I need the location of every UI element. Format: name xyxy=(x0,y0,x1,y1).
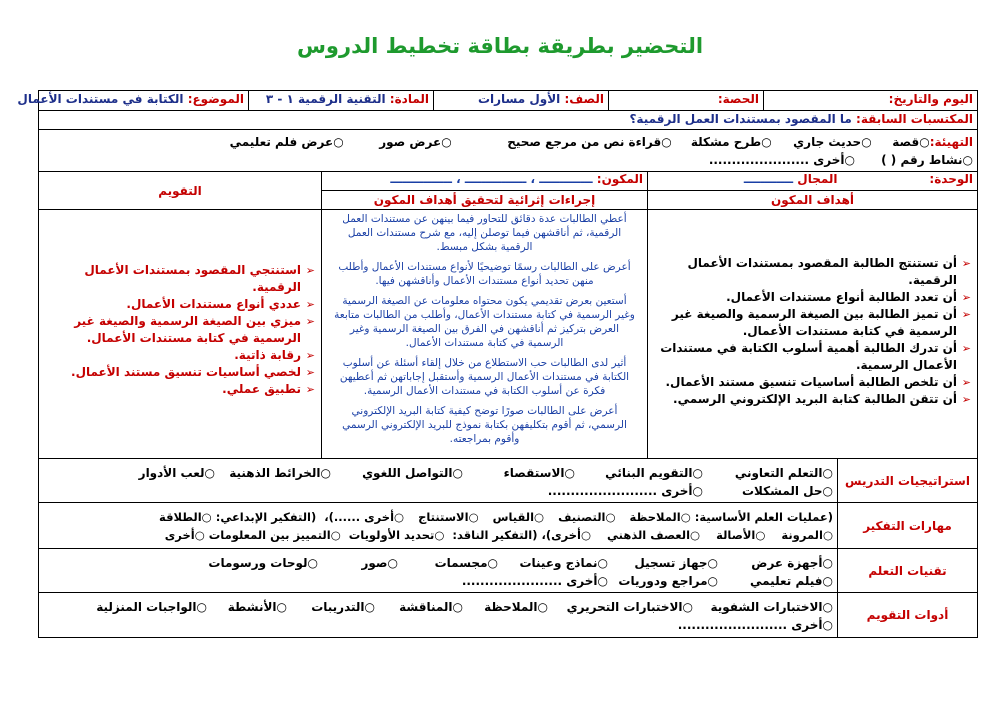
thinking-row xyxy=(39,503,977,549)
tech-option[interactable]: ○نماذج وعينات xyxy=(519,555,608,570)
intro-option[interactable]: ○عرض صور xyxy=(379,134,452,149)
assessment-row xyxy=(39,593,977,637)
thinking-option[interactable]: ○الاستنتاج xyxy=(418,509,479,524)
tech-option[interactable]: ○جهاز تسجيل xyxy=(634,555,718,570)
content-row xyxy=(39,210,977,459)
evaluation-item: ➢ استنتجي المقصود بمستندات الأعمال الرقمية. xyxy=(84,263,315,294)
strategy-option[interactable]: ○الخرائط الذهنية xyxy=(229,465,331,480)
tech-option[interactable]: ○فيلم تعليمي xyxy=(750,574,833,588)
strategy-option[interactable]: ○الاستقصاء xyxy=(503,465,575,480)
prior-knowledge-row xyxy=(39,111,977,130)
goal-item: ➢ أن تتقن الطالبة كتابة البريد الإلكتروني الرسمي. xyxy=(673,392,971,406)
thinking-group: (التفكير الإبداعي: xyxy=(215,509,317,524)
intro-option[interactable]: ○نشاط رقم ( ) xyxy=(881,153,973,167)
strategy-option[interactable]: ○حل المشكلات xyxy=(741,484,833,498)
strategy-option[interactable]: ○لعب الأدوار xyxy=(138,465,215,480)
intro-label: التهيئة: xyxy=(929,134,973,149)
thinking-option[interactable]: ○أخرى ......)، xyxy=(324,509,405,524)
assessment-option[interactable]: ○الاختبارات التحريري xyxy=(566,599,693,614)
component-label: المكون: xyxy=(596,172,643,186)
assessment-option[interactable]: ○الأنشطة xyxy=(227,599,287,614)
thinking-option[interactable]: ○المرونة xyxy=(781,528,833,542)
assessment-option[interactable]: ○الواجبات المنزلية xyxy=(96,599,207,614)
procedure-item: أعرض على الطالبات صورًا توضح كيفية كتابة البريد الإلكتروني الرسمي، ثم أقوم بتكليفهن بكتابة نموذج للبريد الإلكتروني الرسمي وأقوم بمراجعته. xyxy=(342,405,627,445)
intro-option[interactable]: ○طرح مشكلة xyxy=(690,134,772,149)
day-date-cell: اليوم والتاريخ: xyxy=(763,91,977,110)
evaluation-item: ➢ تطبيق عملي. xyxy=(222,382,315,396)
assessment-option[interactable]: ○المناقشة xyxy=(399,599,463,614)
lesson-plan-table xyxy=(17,90,978,638)
procedure-item: أعرض على الطالبات رسمًا توضيحيًا لأنواع مستندات الأعمال وأطلب منهن تحديد أنواع مستندات الأعمال وأناقشهن فيها. xyxy=(338,261,631,287)
assessment-option[interactable]: ○الاختبارات الشفوية xyxy=(710,599,833,614)
subject-cell: المادة: التقنية الرقمية ١ - ٣ xyxy=(248,91,433,110)
assessment-option[interactable]: ○أخرى ........................ xyxy=(677,618,833,632)
class-cell: الصف: الأول مسارات xyxy=(433,91,608,110)
thinking-option[interactable]: ○العصف الذهني xyxy=(607,528,701,542)
goals-cell xyxy=(647,210,977,458)
strategies-row xyxy=(39,459,977,503)
goals-header: أهداف المكون xyxy=(771,193,855,208)
goal-item: ➢ أن تعدد الطالبة أنواع مستندات الأعمال. xyxy=(726,290,971,304)
topic-cell: الموضوع: الكتابة في مستندات الأعمال xyxy=(17,92,244,106)
prior-knowledge-label: المكتسبات السابقة: xyxy=(856,112,973,126)
thinking-option[interactable]: ○تحديد الأولويات xyxy=(348,528,445,542)
goal-item: ➢ أن تدرك الطالبة أهمية أسلوب الكتابة في مستندات الأعمال الرسمية. xyxy=(660,341,971,372)
procedure-item: أعطي الطالبات عدة دقائق للتحاور فيما بينهن عن مستندات العمل الرقمية، ثم أناقشهن فيما توصلن إليه، مع شرح مستندات العمل الرقمية بشكل مبسط. xyxy=(342,213,627,253)
goal-item: ➢ أن تلخص الطالبة أساسيات تنسيق مستند الأعمال. xyxy=(665,375,971,389)
procedure-item: أثير لدى الطالبات حب الاستطلاع من خلال إلقاء أسئلة عن أسلوب الكتابة في مستندات الأعمال الرسمية وأستقبل إجاباتهن ثم أعطيهن فكرة عن أسلوب الكتابة في مستندات الأعمال الرسمية. xyxy=(339,357,630,397)
tech-row xyxy=(39,549,977,593)
evaluation-item: ➢ عددي أنواع مستندات الأعمال. xyxy=(126,297,315,311)
evaluation-item: ➢ ميزي بين الصيغة الرسمية والصيغة غير الرسمية في كتابة مستندات الأعمال. xyxy=(74,314,315,345)
procedures-cell xyxy=(321,210,647,458)
thinking-option[interactable]: ○أخرى)، (التفكير الناقد: xyxy=(452,528,592,542)
tech-option[interactable]: ○مراجع ودوريات xyxy=(618,574,718,588)
unit-row: الوحدة: المجال ــــــــــــ أهداف المكون المكون: ـــــــــــــ ، ـــــــــــــــ ، ـــــــــــــــ إجراءات إثرائية لتحقيق أهداف المكون التقويم xyxy=(39,172,977,210)
thinking-option[interactable]: ○الأصالة xyxy=(716,528,766,542)
goal-item: ➢ أن تميز الطالبة بين الصيغة الرسمية والصيغة غير الرسمية في كتابة مستندات الأعمال. xyxy=(671,307,971,338)
strategy-option[interactable]: ○التقويم البنائي xyxy=(605,465,703,480)
prior-knowledge-value: ما المقصود بمستندات العمل الرقمية؟ xyxy=(629,112,852,126)
thinking-label: مهارات التفكير xyxy=(837,503,977,548)
evaluation-item: ➢ رقابة ذاتية. xyxy=(234,348,315,362)
assessment-label: أدوات التقويم xyxy=(837,593,977,637)
field-label: المجال xyxy=(797,172,838,186)
unit-label: الوحدة: xyxy=(929,172,973,186)
intro-option[interactable]: ○قصة xyxy=(892,134,930,149)
component-value: ـــــــــــــ ، ـــــــــــــــ ، ـــــــــــــــ xyxy=(390,172,593,186)
tech-option[interactable]: ○مجسمات xyxy=(434,555,498,570)
tech-option[interactable]: ○لوحات ورسومات xyxy=(208,555,318,570)
intro-row xyxy=(39,130,977,172)
evaluation-header: التقويم xyxy=(158,183,202,198)
evaluation-item: ➢ لخصي أساسيات تنسيق مستند الأعمال. xyxy=(71,365,315,379)
page-title: التحضير بطريقة بطاقة تخطيط الدروس xyxy=(296,34,704,58)
strategy-option[interactable]: ○التعلم التعاوني xyxy=(734,465,833,480)
thinking-option[interactable]: ○القياس xyxy=(492,509,545,524)
procedure-item: أستعين بعرض تقديمي يكون محتواه معلومات عن الصيغة الرسمية وغير الرسمية في كتابة مستندات الأعمال، وأطلب من الطالبات متابعة العرض بتركيز ثم أناقشهن في الفرق بين الصيغة الرسمية وغير الرسمية في كتابة مستندات الأعمال. xyxy=(334,295,635,349)
procedures-header: إجراءات إثرائية لتحقيق أهداف المكون xyxy=(373,193,596,208)
tech-option[interactable]: ○صور xyxy=(361,555,398,570)
assessment-option[interactable]: ○التدريبات xyxy=(311,599,375,614)
tech-option[interactable]: ○أخرى ...................... xyxy=(461,574,608,588)
goal-item: ➢ أن تستنتج الطالبة المقصود بمستندات الأعمال الرقمية. xyxy=(687,256,971,287)
assessment-option[interactable]: ○الملاحظة xyxy=(484,599,548,614)
strategies-label: استراتيجيات التدريس xyxy=(837,459,977,502)
thinking-option[interactable]: ○التمييز بين المعلومات xyxy=(208,528,341,542)
thinking-option[interactable]: ○أخرى xyxy=(164,528,205,542)
strategy-option[interactable]: ○أخرى ........................ xyxy=(547,484,703,498)
period-cell: الحصة: xyxy=(608,91,763,110)
intro-option[interactable]: ○حديث جاري xyxy=(793,134,872,149)
tech-option[interactable]: ○أجهزة عرض xyxy=(751,555,833,570)
strategy-option[interactable]: ○التواصل اللغوي xyxy=(362,465,463,480)
thinking-option[interactable]: ○الطلاقة xyxy=(158,509,212,524)
intro-option[interactable]: ○أخرى ...................... xyxy=(708,153,855,167)
evaluation-cell xyxy=(39,210,321,458)
intro-option[interactable]: ○قراءة نص من مرجع صحيح xyxy=(507,134,672,149)
header-row xyxy=(17,91,977,111)
thinking-prefix: (عمليات العلم الأساسية: xyxy=(694,509,833,524)
tech-label: تقنيات التعلم xyxy=(837,549,977,592)
intro-option[interactable]: ○عرض فلم تعليمي xyxy=(229,134,344,149)
thinking-option[interactable]: ○التصنيف xyxy=(558,509,616,524)
thinking-option[interactable]: ○الملاحظة xyxy=(629,509,691,524)
